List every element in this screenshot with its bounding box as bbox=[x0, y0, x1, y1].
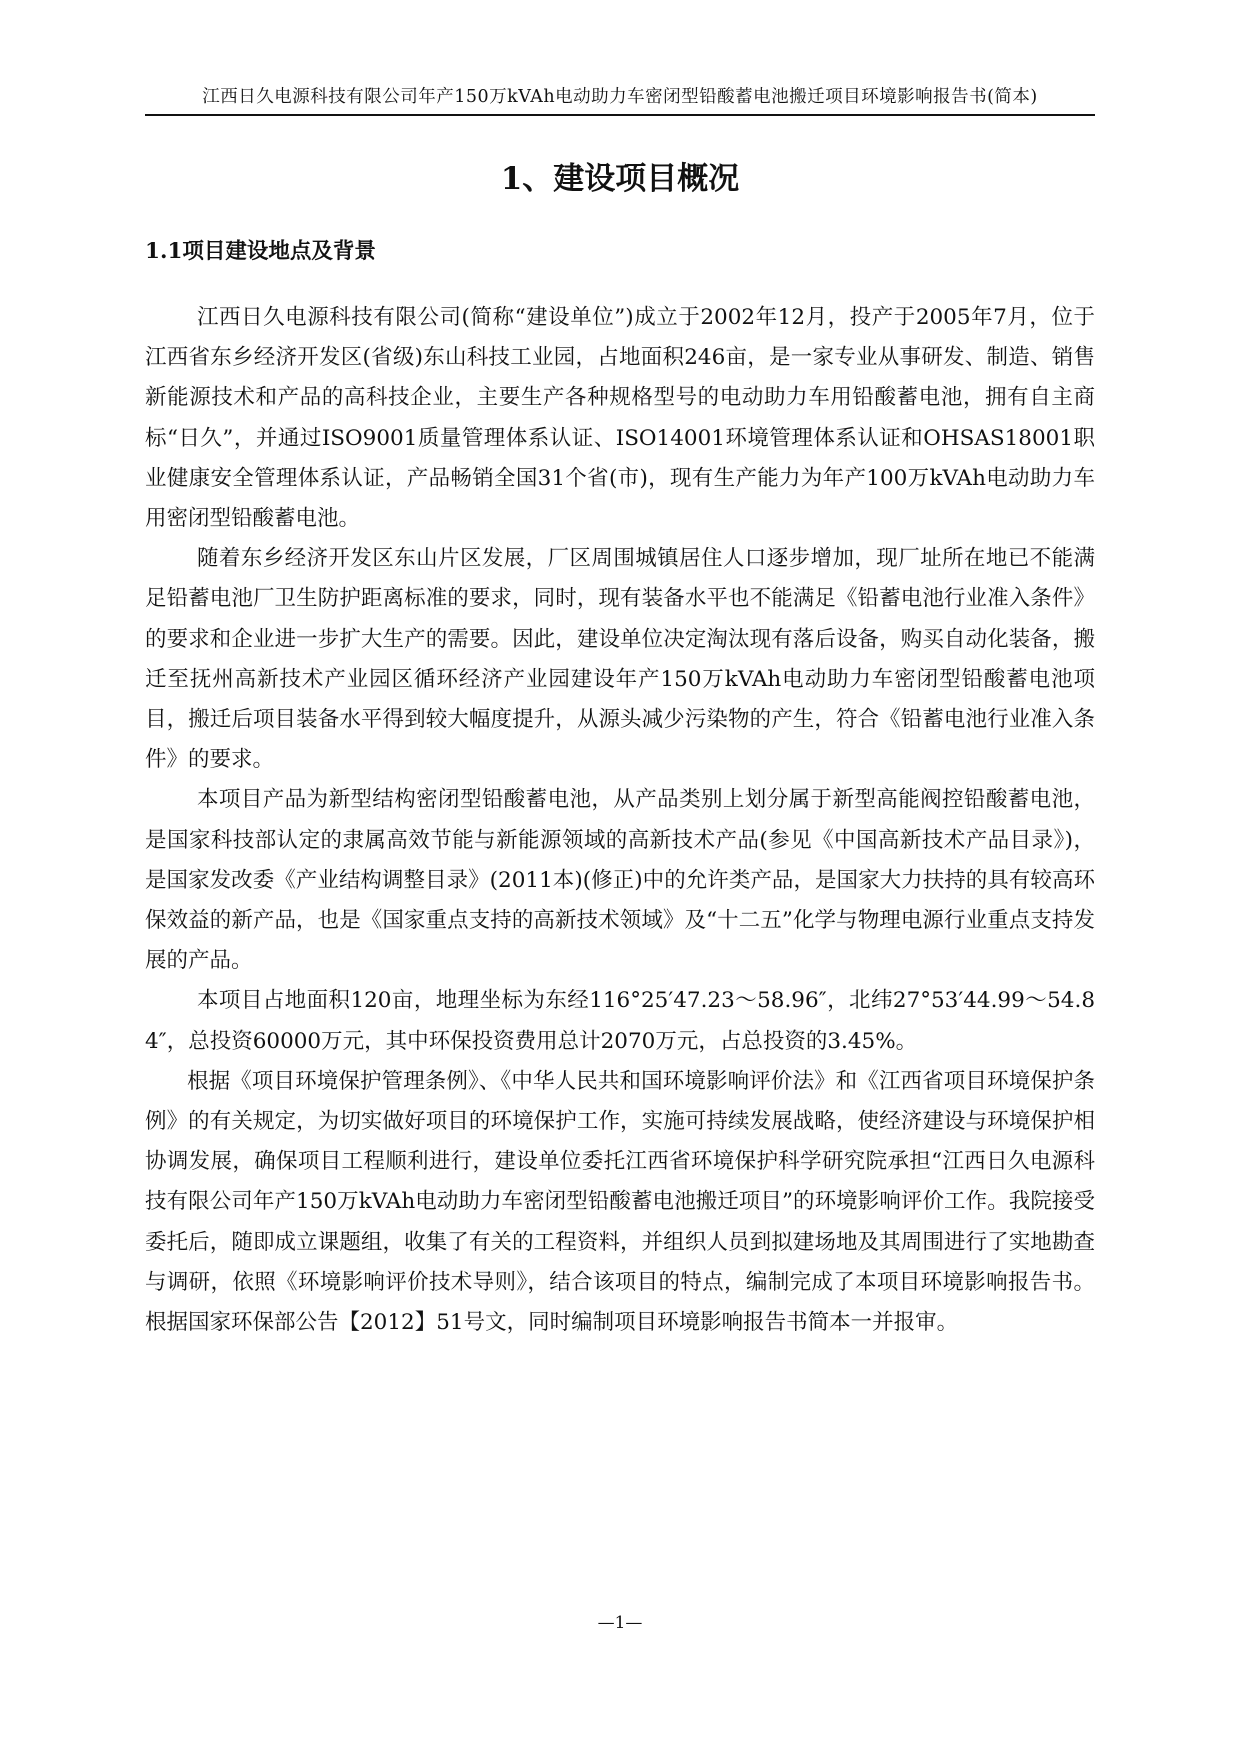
paragraph-product-description: 本项目产品为新型结构密闭型铅酸蓄电池，从产品类别上划分属于新型高能阀控铅酸蓄电池，是国家科技部认定的隶属高效节能与新能源领域的高新技术产品(参见《中国高新技术产品目录》)，是国家发改委《产业结构调整目录》(2011本)(修正)中的允许类产品，是国家大力扶持的具有较高环保效益的新产品，也是《国家重点支持的高新技术领域》及“十二五”化学与物理电源行业重点支持发展的产品。 bbox=[145, 787, 1095, 974]
paragraph-site-and-investment: 本项目占地面积120亩，地理坐标为东经116°25′47.23～58.96″，北纬27°53′44.99～54.84″，总投资60000万元，其中环保投资费用总计2070万元，占总投资的3.45%。 bbox=[145, 988, 1095, 1054]
paragraph-relocation-reason: 随着东乡经济开发区东山片区发展，厂区周围城镇居住人口逐步增加，现厂址所在地已不能满足铅蓄电池厂卫生防护距离标准的要求，同时，现有装备水平也不能满足《铅蓄电池行业准入条件》的要求和企业进一步扩大生产的需要。因此，建设单位决定淘汰现有落后设备，购买自动化装备，搬迁至抚州高新技术产业园区循环经济产业园建设年产150万kVAh电动助力车密闭型铅酸蓄电池项目，搬迁后项目装备水平得到较大幅度提升，从源头减少污染物的产生，符合《铅蓄电池行业准入条件》的要求。 bbox=[145, 546, 1095, 773]
paragraph-company-background: 江西日久电源科技有限公司(简称“建设单位”)成立于2002年12月，投产于2005年7月，位于江西省东乡经济开发区(省级)东山科技工业园，占地面积246亩，是一家专业从事研发、制造、销售新能源技术和产品的高科技企业，主要生产各种规格型号的电动助力车用铅酸蓄电池，拥有自主商标“日久”，并通过ISO9001质量管理体系认证、ISO14001环境管理体系认证和OHSAS18001职业健康安全管理体系认证，产品畅销全国31个省(市)，现有生产能力为年产100万kVAh电动助力车用密闭型铅酸蓄电池。 bbox=[145, 305, 1095, 532]
chapter-title: 1、建设项目概况 bbox=[500, 161, 740, 197]
running-header: 江西日久电源科技有限公司年产150万kVAh电动助力车密闭型铅酸蓄电池搬迁项目环境影响报告书(简本) bbox=[202, 87, 1038, 107]
section-heading: 1.1项目建设地点及背景 bbox=[145, 239, 376, 264]
body-text bbox=[145, 298, 1095, 1343]
page-number: —1— bbox=[597, 1613, 643, 1633]
paragraph-eia-basis: 根据《项目环境保护管理条例》、《中华人民共和国环境影响评价法》和《江西省项目环境保护条例》的有关规定，为切实做好项目的环境保护工作，实施可持续发展战略，使经济建设与环境保护相协调发展，确保项目工程顺利进行，建设单位委托江西省环境保护科学研究院承担“江西日久电源科技有限公司年产150万kVAh电动助力车密闭型铅酸蓄电池搬迁项目”的环境影响评价工作。我院接受委托后，随即成立课题组，收集了有关的工程资料，并组织人员到拟建场地及其周围进行了实地勘查与调研，依照《环境影响评价技术导则》，结合该项目的特点，编制完成了本项目环境影响报告书。根据国家环保部公告【2012】51号文，同时编制项目环境影响报告书简本一并报审。 bbox=[145, 1068, 1095, 1336]
header-rule bbox=[145, 114, 1095, 116]
